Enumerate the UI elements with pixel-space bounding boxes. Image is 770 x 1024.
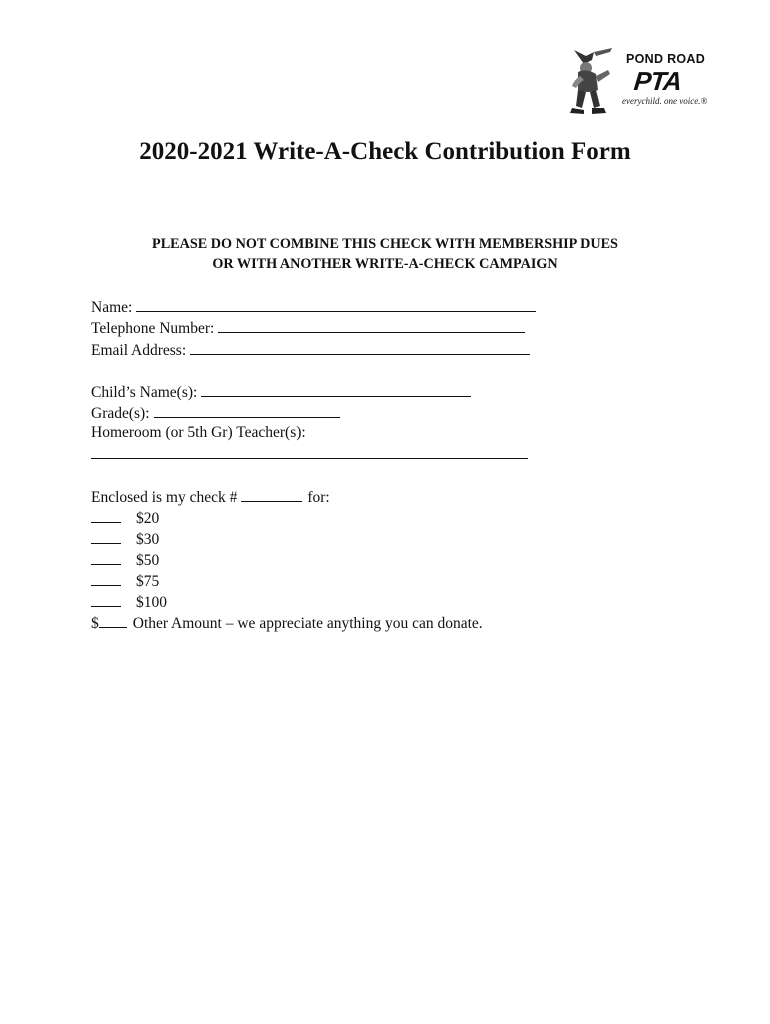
email-row [91,340,530,360]
telephone-row [91,318,525,338]
amount-option [91,592,167,612]
homeroom-line-row [91,444,528,459]
other-amount-dollar: $ [91,615,99,632]
amount-100-label: $100 [136,594,167,611]
pirate-mascot-icon [564,46,620,116]
amount-20-blank[interactable] [91,508,121,523]
homeroom-field[interactable] [91,444,528,459]
amount-30-label: $30 [136,531,160,548]
grades-row [91,403,340,423]
form-title: 2020-2021 Write-A-Check Contribution Form [139,138,631,165]
other-amount-row [91,613,483,633]
telephone-label: Telephone Number: [91,320,215,337]
amount-option [91,550,159,570]
notice [0,234,770,274]
enclosed-check-row [91,487,330,507]
other-amount-label: Other Amount – we appreciate anything you can donate. [132,615,483,632]
email-field[interactable] [190,340,530,355]
amount-75-label: $75 [136,573,160,590]
logo-pta-wordmark: PTA [632,66,683,96]
logo-tagline: everychild. one voice.® [622,96,708,106]
homeroom-label: Homeroom (or 5th Gr) Teacher(s): [91,424,306,441]
other-amount-blank[interactable] [99,613,127,628]
name-row [91,297,536,317]
amount-100-blank[interactable] [91,592,121,607]
amount-50-label: $50 [136,552,160,569]
email-label: Email Address: [91,342,187,359]
telephone-field[interactable] [218,318,525,333]
name-field[interactable] [136,297,536,312]
check-number-field[interactable] [241,487,302,502]
amount-50-blank[interactable] [91,550,121,565]
logo-school-name: POND ROAD [626,52,706,66]
amount-option [91,529,159,549]
pta-logo [564,44,724,116]
amount-30-blank[interactable] [91,529,121,544]
name-label: Name: [91,299,133,316]
grades-label: Grade(s): [91,405,150,422]
amount-75-blank[interactable] [91,571,121,586]
child-names-label: Child’s Name(s): [91,384,198,401]
amount-option [91,571,159,591]
child-names-field[interactable] [201,382,471,397]
child-names-row [91,382,471,402]
enclosed-check-label: Enclosed is my check # [91,489,238,506]
amount-option [91,508,159,528]
grades-field[interactable] [154,403,340,418]
notice-line-1: PLEASE DO NOT COMBINE THIS CHECK WITH MEMBERSHIP DUES [152,236,618,252]
amount-20-label: $20 [136,510,160,527]
homeroom-row [91,424,306,442]
notice-line-2: OR WITH ANOTHER WRITE-A-CHECK CAMPAIGN [212,256,558,272]
enclosed-check-suffix: for: [307,489,330,506]
